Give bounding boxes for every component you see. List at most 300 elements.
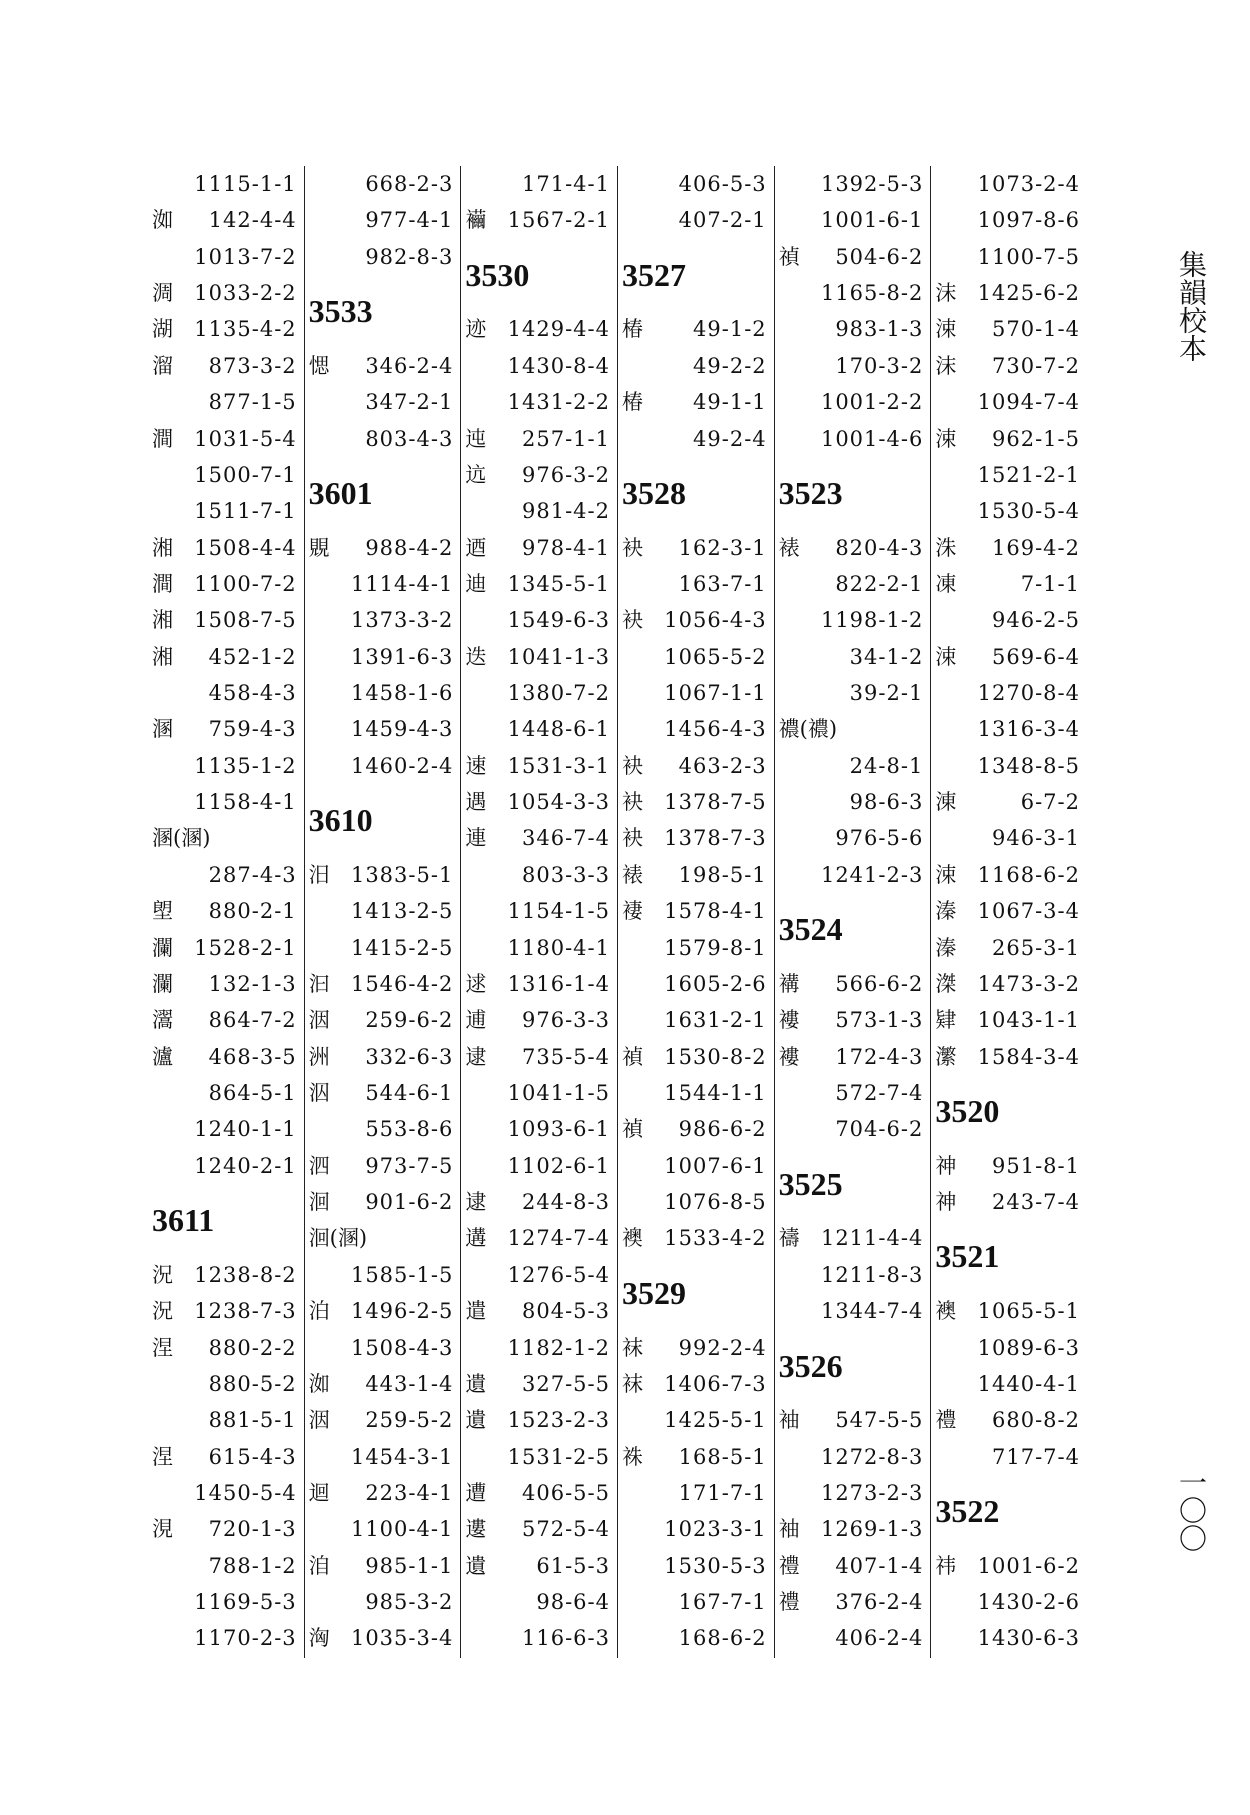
entry-reference: 259-5-2 (365, 1408, 454, 1433)
index-entry (307, 966, 458, 1002)
index-entry (620, 1366, 771, 1402)
entry-character: 逮 (465, 1190, 487, 1215)
entry-reference: 1094-7-4 (977, 390, 1080, 415)
index-entry (620, 602, 771, 638)
entry-reference: 1631-2-1 (664, 1008, 767, 1033)
entry-reference: 1211-4-4 (820, 1226, 924, 1251)
entry-reference: 1238-8-2 (194, 1262, 297, 1287)
entry-reference: 468-3-5 (208, 1044, 297, 1069)
section-number: 3601 (308, 474, 373, 511)
column-divider (930, 166, 931, 1658)
index-entry (150, 711, 301, 747)
column-divider (304, 166, 305, 1658)
entry-reference: 1115-1-1 (194, 172, 297, 196)
entry-reference: 1454-3-1 (350, 1444, 454, 1469)
index-entry (150, 1039, 301, 1075)
index-entry (777, 566, 928, 602)
entry-character: 迹 (465, 317, 487, 342)
entry-character: 涑 (935, 426, 957, 451)
index-entry (463, 893, 614, 929)
entry-reference: 803-3-3 (521, 862, 610, 887)
index-entry (933, 857, 1084, 893)
index-entry (150, 311, 301, 347)
entry-character: 愢 (308, 353, 330, 378)
entry-reference: 1429-4-4 (507, 317, 610, 342)
index-entry (777, 1111, 928, 1147)
entry-reference: 1450-5-4 (194, 1480, 297, 1505)
entry-reference: 24-8-1 (849, 753, 924, 778)
entry-character: 袜 (622, 1335, 643, 1360)
entry-reference: 573-1-3 (835, 1008, 924, 1033)
entry-character: 遣 (465, 1299, 487, 1324)
entry-reference: 553-8-6 (365, 1117, 454, 1142)
index-entry (777, 857, 928, 893)
entry-reference: 1578-4-1 (664, 899, 767, 924)
entry-character: 襖 (622, 1226, 643, 1251)
section-heading (777, 1330, 928, 1403)
index-entry (463, 966, 614, 1002)
entry-reference: 1584-3-4 (977, 1044, 1080, 1069)
entry-reference: 407-1-4 (835, 1553, 924, 1578)
entry-reference: 1093-6-1 (507, 1117, 610, 1142)
index-entry (463, 1220, 614, 1256)
entry-reference: 1097-8-6 (977, 208, 1080, 233)
index-entry (463, 930, 614, 966)
entry-reference: 822-2-1 (835, 571, 924, 596)
entry-character: 袂 (622, 753, 643, 778)
index-entry (150, 893, 301, 929)
entry-character: 況 (152, 1262, 173, 1287)
index-column (307, 166, 458, 1658)
index-entry (150, 966, 301, 1002)
entry-reference: 873-3-2 (208, 353, 297, 378)
index-entry (463, 711, 614, 747)
entry-character: 裱 (778, 535, 800, 560)
index-entry (463, 820, 614, 856)
index-entry (463, 1111, 614, 1147)
entry-reference: 717-7-4 (991, 1444, 1080, 1469)
index-entry (933, 1293, 1084, 1329)
entry-character: 淍 (152, 281, 173, 306)
entry-reference: 951-8-1 (991, 1153, 1080, 1178)
section-number: 3522 (935, 1492, 1000, 1529)
entry-reference: 976-5-6 (835, 826, 924, 851)
index-entry (777, 1584, 928, 1620)
entry-reference: 452-1-2 (208, 644, 297, 669)
entry-character: 涑 (935, 862, 957, 887)
entry-reference: 1272-8-3 (820, 1444, 924, 1469)
index-entry (620, 1075, 771, 1111)
entry-character: 逑 (465, 971, 487, 996)
entry-reference: 1546-4-2 (350, 971, 454, 996)
entry-character: 澗 (152, 426, 173, 451)
entry-character: 褸 (778, 1008, 800, 1033)
entry-reference: 1508-4-3 (350, 1335, 454, 1360)
entry-character: 袂 (622, 790, 643, 815)
entry-reference: 1430-8-4 (507, 353, 610, 378)
entry-character: 溷 (152, 717, 173, 742)
index-entry (463, 1002, 614, 1038)
index-entry (933, 1330, 1084, 1366)
entry-reference: 49-1-1 (693, 390, 767, 415)
entry-reference: 962-1-5 (991, 426, 1080, 451)
entry-character: 袂 (622, 535, 643, 560)
index-entry (777, 1220, 928, 1256)
index-entry (620, 1148, 771, 1184)
entry-character: 褠 (778, 971, 800, 996)
entry-reference: 1169-5-3 (194, 1590, 297, 1615)
entry-reference: 803-4-3 (365, 426, 454, 451)
index-column (933, 166, 1084, 1658)
index-entry (933, 602, 1084, 638)
section-number: 3610 (308, 802, 373, 839)
index-column (150, 166, 301, 1658)
entry-character: 塱 (152, 899, 173, 924)
entry-character: 洳 (308, 1371, 330, 1396)
index-entry (620, 348, 771, 384)
entry-reference: 1415-2-5 (350, 935, 454, 960)
entry-reference: 259-6-2 (365, 1008, 454, 1033)
entry-character: 祎 (935, 1553, 957, 1578)
index-entry (150, 1293, 301, 1329)
entry-reference: 1392-5-3 (820, 172, 924, 196)
index-entry (463, 457, 614, 493)
index-entry (150, 1402, 301, 1438)
entry-character: 洇 (308, 1008, 330, 1033)
index-entry (620, 639, 771, 675)
entry-character: 洇 (308, 1408, 330, 1433)
index-entry (307, 1330, 458, 1366)
index-entry (620, 1475, 771, 1511)
entry-character: 洶 (308, 1626, 330, 1651)
entry-reference: 168-5-1 (678, 1444, 767, 1469)
index-entry (777, 1620, 928, 1656)
entry-reference: 1165-8-2 (820, 281, 924, 306)
entry-reference: 1154-1-5 (507, 899, 610, 924)
entry-reference: 986-6-2 (678, 1117, 767, 1142)
index-entry (307, 930, 458, 966)
index-entry (307, 1511, 458, 1547)
index-entry (463, 1548, 614, 1584)
index-entry (620, 966, 771, 1002)
index-entry (777, 966, 928, 1002)
index-entry (933, 239, 1084, 275)
entry-reference: 1496-2-5 (350, 1299, 454, 1324)
index-entry (307, 348, 458, 384)
index-entry (150, 1366, 301, 1402)
index-entry (307, 421, 458, 457)
entry-reference: 407-2-1 (678, 208, 767, 233)
entry-reference: 168-6-2 (678, 1626, 767, 1651)
section-number: 3529 (622, 1274, 686, 1311)
entry-reference: 1238-7-3 (194, 1299, 297, 1324)
entry-reference: 1089-6-3 (977, 1335, 1080, 1360)
entry-character: 逋 (465, 1008, 487, 1033)
entry-reference: 668-2-3 (365, 172, 454, 196)
entry-reference: 257-1-1 (521, 426, 610, 451)
index-entry (620, 1439, 771, 1475)
index-entry (307, 1002, 458, 1038)
entry-reference: 1378-7-3 (664, 826, 767, 851)
side-title: 集韻校本 (1175, 250, 1208, 362)
entry-reference: 981-4-2 (521, 499, 610, 524)
entry-reference: 1406-7-3 (664, 1371, 767, 1396)
section-heading (620, 457, 771, 530)
entry-character: 洙 (935, 535, 957, 560)
section-heading (620, 239, 771, 312)
section-heading (307, 784, 458, 857)
index-entry (933, 493, 1084, 529)
entry-reference: 7-1-1 (1020, 571, 1080, 596)
index-entry (307, 566, 458, 602)
index-entry (150, 1475, 301, 1511)
entry-reference: 1528-2-1 (194, 935, 297, 960)
index-column (620, 166, 771, 1658)
entry-reference: 570-1-4 (991, 317, 1080, 342)
entry-reference: 163-7-1 (678, 571, 767, 596)
index-entry (933, 275, 1084, 311)
index-entry (620, 893, 771, 929)
entry-character: 遱 (465, 1517, 487, 1542)
index-entry (463, 202, 614, 238)
index-entry (463, 1402, 614, 1438)
entry-character: 溱 (935, 899, 957, 924)
index-entry (150, 348, 301, 384)
section-heading (933, 1220, 1084, 1293)
index-entry (307, 639, 458, 675)
index-columns (150, 166, 1090, 1658)
entry-reference: 1065-5-1 (977, 1299, 1080, 1324)
entry-reference: 615-4-3 (208, 1444, 297, 1469)
index-entry (150, 1075, 301, 1111)
entry-character: 泗 (308, 1153, 330, 1178)
entry-character: 涑 (935, 644, 957, 669)
entry-reference: 864-5-1 (208, 1080, 297, 1105)
index-entry (777, 348, 928, 384)
entry-reference: 1425-6-2 (977, 281, 1080, 306)
entry-reference: 1100-7-2 (194, 571, 297, 596)
index-entry (150, 675, 301, 711)
section-heading (777, 457, 928, 530)
entry-reference: 1413-2-5 (350, 899, 454, 924)
entry-reference: 978-4-1 (521, 535, 610, 560)
section-number: 3527 (622, 256, 686, 293)
index-entry (150, 857, 301, 893)
entry-reference: 1158-4-1 (194, 790, 297, 815)
entry-reference: 1170-2-3 (194, 1626, 297, 1651)
entry-reference: 566-6-2 (835, 971, 924, 996)
entry-reference: 170-3-2 (835, 353, 924, 378)
index-entry (150, 1548, 301, 1584)
entry-reference: 946-3-1 (991, 826, 1080, 851)
index-entry (777, 1002, 928, 1038)
entry-reference: 1316-1-4 (507, 971, 610, 996)
entry-reference: 265-3-1 (991, 935, 1080, 960)
section-heading (933, 1475, 1084, 1548)
index-entry (777, 1548, 928, 1584)
page-number: 一〇〇 (1175, 1468, 1208, 1552)
index-entry (777, 166, 928, 202)
entry-reference: 544-6-1 (365, 1080, 454, 1105)
entry-character: 迒 (465, 462, 487, 487)
entry-reference: 406-5-3 (678, 172, 767, 196)
entry-character: 瀾 (152, 971, 173, 996)
index-entry (620, 675, 771, 711)
index-entry (620, 1402, 771, 1438)
index-entry (307, 675, 458, 711)
index-entry (307, 1620, 458, 1656)
entry-reference: 1135-4-2 (194, 317, 297, 342)
entry-character: 禎 (622, 1044, 643, 1069)
entry-reference: 946-2-5 (991, 608, 1080, 633)
entry-reference: 1135-1-2 (194, 753, 297, 778)
entry-character: 禮 (935, 1408, 957, 1433)
entry-character: 瀾 (152, 935, 173, 960)
entry-reference: 880-5-2 (208, 1371, 297, 1396)
entry-reference: 1430-2-6 (977, 1590, 1080, 1615)
index-entry (620, 711, 771, 747)
entry-character: 神 (935, 1190, 957, 1215)
entry-character: 澗 (152, 571, 173, 596)
section-number: 3528 (622, 474, 686, 511)
entry-reference: 973-7-5 (365, 1153, 454, 1178)
entry-character: 洳 (152, 208, 173, 233)
entry-reference: 1530-5-4 (977, 499, 1080, 524)
entry-reference: 988-4-2 (365, 535, 454, 560)
index-entry (777, 602, 928, 638)
entry-reference: 1041-1-5 (507, 1080, 610, 1105)
index-entry (463, 1184, 614, 1220)
index-entry (620, 784, 771, 820)
entry-reference: 1531-3-1 (507, 753, 610, 778)
index-entry (620, 1184, 771, 1220)
section-number: 3521 (935, 1238, 1000, 1275)
entry-reference: 132-1-3 (208, 971, 297, 996)
index-entry (463, 1075, 614, 1111)
index-entry (933, 1366, 1084, 1402)
index-entry (150, 748, 301, 784)
index-entry (620, 1548, 771, 1584)
index-entry (150, 384, 301, 420)
entry-reference: 1530-8-2 (664, 1044, 767, 1069)
entry-reference: 406-2-4 (835, 1626, 924, 1651)
index-entry (620, 1620, 771, 1656)
index-entry (307, 1075, 458, 1111)
index-entry (777, 711, 928, 747)
entry-reference: 983-1-3 (835, 317, 924, 342)
index-entry (463, 1366, 614, 1402)
index-entry (150, 1330, 301, 1366)
entry-character: 泅 (308, 1080, 330, 1105)
entry-character: 遇 (465, 790, 487, 815)
entry-reference: 864-7-2 (208, 1008, 297, 1033)
entry-character: 袾 (622, 1444, 643, 1469)
entry-reference: 39-2-1 (849, 681, 924, 706)
section-number: 3533 (308, 293, 373, 330)
entry-character: 瀥 (152, 1008, 173, 1033)
entry-reference: 730-7-2 (991, 353, 1080, 378)
index-entry (307, 1220, 458, 1256)
index-entry (620, 566, 771, 602)
entry-character: 裱 (622, 862, 643, 887)
index-entry (307, 530, 458, 566)
entry-reference: 877-1-5 (208, 390, 297, 415)
entry-character: 洎 (308, 1553, 330, 1578)
entry-reference: 1348-8-5 (977, 753, 1080, 778)
index-entry (933, 820, 1084, 856)
column-divider (774, 166, 775, 1658)
entry-reference: 332-6-3 (365, 1044, 454, 1069)
index-entry (307, 857, 458, 893)
section-number: 3525 (778, 1165, 843, 1202)
index-entry (933, 711, 1084, 747)
index-entry (620, 530, 771, 566)
entry-reference: 1114-4-1 (350, 571, 454, 596)
index-entry (933, 530, 1084, 566)
index-entry (777, 1039, 928, 1075)
entry-character: 沫 (935, 281, 957, 306)
index-entry (463, 311, 614, 347)
entry-character: 禎 (622, 1117, 643, 1142)
index-entry (463, 493, 614, 529)
index-entry (150, 530, 301, 566)
index-entry (620, 857, 771, 893)
entry-reference: 327-5-5 (521, 1371, 610, 1396)
index-entry (933, 1439, 1084, 1475)
entry-character: 汨 (308, 862, 330, 887)
index-entry (620, 1220, 771, 1256)
column-divider (617, 166, 618, 1658)
entry-reference: 1056-4-3 (664, 608, 767, 633)
entry-character: 覞 (308, 535, 330, 560)
entry-reference: 1241-2-3 (820, 862, 924, 887)
entry-character: 洄(溷) (308, 1226, 368, 1251)
index-entry (307, 1548, 458, 1584)
index-entry (777, 239, 928, 275)
entry-character: 涅 (152, 1335, 173, 1360)
entry-character: 湘 (152, 608, 173, 633)
entry-reference: 1041-1-3 (507, 644, 610, 669)
entry-reference: 98-6-4 (536, 1590, 610, 1615)
entry-reference: 1168-6-2 (977, 862, 1080, 887)
entry-reference: 547-5-5 (835, 1408, 924, 1433)
entry-reference: 1500-7-1 (194, 462, 297, 487)
entry-character: 涑 (935, 317, 957, 342)
index-entry (620, 748, 771, 784)
entry-reference: 880-2-1 (208, 899, 297, 924)
entry-reference: 1065-5-2 (664, 644, 767, 669)
index-entry (463, 166, 614, 202)
entry-reference: 1102-6-1 (507, 1153, 610, 1178)
entry-reference: 976-3-3 (521, 1008, 610, 1033)
index-entry (777, 1439, 928, 1475)
index-entry (463, 421, 614, 457)
index-entry (307, 1402, 458, 1438)
entry-reference: 680-8-2 (991, 1408, 1080, 1433)
entry-character: 連 (465, 826, 487, 851)
index-entry (307, 1148, 458, 1184)
index-entry (307, 1257, 458, 1293)
index-entry (463, 1511, 614, 1547)
entry-reference: 1523-2-3 (507, 1408, 610, 1433)
entry-reference: 1211-8-3 (820, 1262, 924, 1287)
entry-reference: 1511-7-1 (194, 499, 297, 524)
index-entry (463, 530, 614, 566)
entry-reference: 735-5-4 (521, 1044, 610, 1069)
entry-reference: 820-4-3 (835, 535, 924, 560)
entry-reference: 1001-4-6 (820, 426, 924, 451)
entry-reference: 1067-3-4 (977, 899, 1080, 924)
